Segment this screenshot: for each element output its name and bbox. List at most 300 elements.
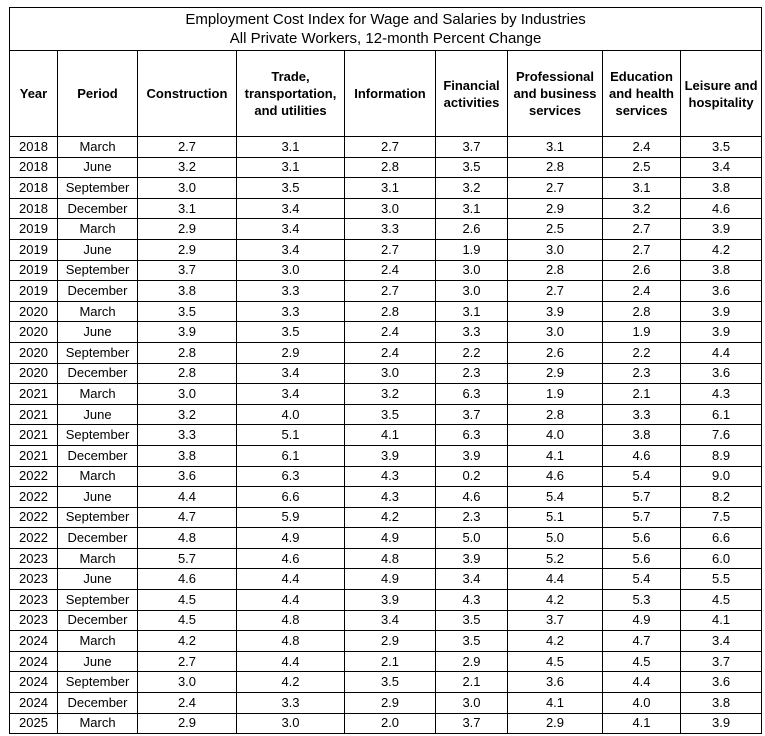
value-cell: 2.5	[603, 157, 681, 178]
period-cell: March	[58, 137, 138, 158]
value-cell: 4.3	[345, 487, 436, 508]
value-cell: 3.6	[681, 363, 762, 384]
period-cell: June	[58, 651, 138, 672]
value-cell: 3.7	[436, 137, 508, 158]
value-cell: 2.7	[508, 281, 603, 302]
table-row	[10, 528, 762, 549]
value-cell: 5.7	[603, 487, 681, 508]
table-row	[10, 137, 762, 158]
column-header: Professional and business services	[508, 51, 603, 137]
year-cell: 2023	[10, 548, 58, 569]
value-cell: 4.7	[138, 507, 237, 528]
year-cell: 2019	[10, 260, 58, 281]
table-row	[10, 445, 762, 466]
value-cell: 2.4	[345, 322, 436, 343]
value-cell: 4.2	[345, 507, 436, 528]
value-cell: 2.0	[345, 713, 436, 734]
column-header: Information	[345, 51, 436, 137]
value-cell: 3.3	[237, 281, 345, 302]
value-cell: 8.2	[681, 487, 762, 508]
period-cell: September	[58, 178, 138, 199]
table-title	[10, 8, 762, 51]
value-cell: 5.1	[237, 425, 345, 446]
period-cell: December	[58, 528, 138, 549]
value-cell: 3.5	[436, 157, 508, 178]
year-cell: 2020	[10, 342, 58, 363]
value-cell: 4.6	[436, 487, 508, 508]
table-row	[10, 342, 762, 363]
table-row	[10, 651, 762, 672]
year-cell: 2020	[10, 301, 58, 322]
period-cell: September	[58, 342, 138, 363]
value-cell: 5.6	[603, 528, 681, 549]
value-cell: 2.6	[508, 342, 603, 363]
value-cell: 3.2	[138, 404, 237, 425]
value-cell: 3.8	[138, 445, 237, 466]
period-cell: March	[58, 219, 138, 240]
value-cell: 3.0	[436, 260, 508, 281]
value-cell: 3.3	[237, 693, 345, 714]
value-cell: 2.8	[345, 301, 436, 322]
value-cell: 4.6	[508, 466, 603, 487]
value-cell: 4.6	[603, 445, 681, 466]
value-cell: 3.2	[138, 157, 237, 178]
value-cell: 4.2	[237, 672, 345, 693]
year-cell: 2023	[10, 569, 58, 590]
year-cell: 2018	[10, 137, 58, 158]
year-cell: 2022	[10, 487, 58, 508]
value-cell: 5.0	[436, 528, 508, 549]
column-header: Construction	[138, 51, 237, 137]
value-cell: 2.3	[436, 507, 508, 528]
table-row	[10, 239, 762, 260]
value-cell: 5.4	[508, 487, 603, 508]
value-cell: 5.7	[138, 548, 237, 569]
value-cell: 2.9	[138, 713, 237, 734]
value-cell: 2.8	[138, 342, 237, 363]
value-cell: 4.3	[345, 466, 436, 487]
value-cell: 3.7	[681, 651, 762, 672]
year-cell: 2023	[10, 610, 58, 631]
value-cell: 0.2	[436, 466, 508, 487]
eci-table	[9, 7, 762, 734]
value-cell: 3.0	[138, 672, 237, 693]
value-cell: 2.1	[603, 384, 681, 405]
value-cell: 6.1	[681, 404, 762, 425]
value-cell: 3.6	[508, 672, 603, 693]
value-cell: 6.6	[681, 528, 762, 549]
year-cell: 2022	[10, 466, 58, 487]
value-cell: 6.3	[436, 425, 508, 446]
value-cell: 3.2	[436, 178, 508, 199]
value-cell: 3.0	[508, 239, 603, 260]
period-cell: March	[58, 713, 138, 734]
value-cell: 4.6	[681, 198, 762, 219]
table-row	[10, 178, 762, 199]
year-cell: 2023	[10, 590, 58, 611]
value-cell: 3.1	[508, 137, 603, 158]
table-container	[9, 7, 762, 734]
year-cell: 2019	[10, 239, 58, 260]
period-cell: June	[58, 404, 138, 425]
value-cell: 2.6	[603, 260, 681, 281]
table-row	[10, 198, 762, 219]
table-row	[10, 610, 762, 631]
value-cell: 3.4	[237, 363, 345, 384]
value-cell: 3.7	[436, 404, 508, 425]
value-cell: 4.8	[345, 548, 436, 569]
value-cell: 2.2	[603, 342, 681, 363]
value-cell: 3.5	[138, 301, 237, 322]
value-cell: 1.9	[603, 322, 681, 343]
value-cell: 3.6	[681, 281, 762, 302]
value-cell: 5.0	[508, 528, 603, 549]
value-cell: 3.9	[345, 590, 436, 611]
period-cell: March	[58, 301, 138, 322]
value-cell: 2.4	[603, 137, 681, 158]
value-cell: 4.5	[603, 651, 681, 672]
value-cell: 3.9	[681, 301, 762, 322]
period-cell: September	[58, 260, 138, 281]
value-cell: 4.7	[603, 631, 681, 652]
value-cell: 3.3	[237, 301, 345, 322]
value-cell: 4.2	[508, 631, 603, 652]
value-cell: 3.2	[345, 384, 436, 405]
value-cell: 2.6	[436, 219, 508, 240]
value-cell: 4.8	[237, 610, 345, 631]
value-cell: 2.8	[138, 363, 237, 384]
value-cell: 5.1	[508, 507, 603, 528]
value-cell: 2.7	[345, 137, 436, 158]
value-cell: 6.3	[436, 384, 508, 405]
value-cell: 1.9	[436, 239, 508, 260]
value-cell: 3.5	[436, 631, 508, 652]
value-cell: 2.9	[345, 631, 436, 652]
title-line-2: All Private Workers, 12-month Percent Change	[229, 30, 542, 47]
period-cell: September	[58, 425, 138, 446]
value-cell: 4.0	[508, 425, 603, 446]
value-cell: 2.9	[508, 713, 603, 734]
table-row	[10, 548, 762, 569]
value-cell: 3.1	[237, 157, 345, 178]
value-cell: 4.5	[138, 610, 237, 631]
value-cell: 9.0	[681, 466, 762, 487]
value-cell: 3.4	[237, 198, 345, 219]
value-cell: 2.1	[345, 651, 436, 672]
period-cell: March	[58, 466, 138, 487]
year-cell: 2019	[10, 281, 58, 302]
value-cell: 2.2	[436, 342, 508, 363]
period-cell: December	[58, 281, 138, 302]
value-cell: 3.9	[345, 445, 436, 466]
year-cell: 2022	[10, 528, 58, 549]
column-header: Financial activities	[436, 51, 508, 137]
value-cell: 4.5	[681, 590, 762, 611]
value-cell: 3.8	[681, 178, 762, 199]
value-cell: 4.4	[237, 590, 345, 611]
value-cell: 3.4	[681, 631, 762, 652]
value-cell: 3.9	[681, 219, 762, 240]
period-cell: June	[58, 322, 138, 343]
table-row	[10, 507, 762, 528]
period-cell: September	[58, 672, 138, 693]
value-cell: 5.3	[603, 590, 681, 611]
value-cell: 4.9	[603, 610, 681, 631]
value-cell: 3.3	[345, 219, 436, 240]
period-cell: December	[58, 198, 138, 219]
value-cell: 4.4	[603, 672, 681, 693]
value-cell: 3.1	[436, 301, 508, 322]
value-cell: 6.3	[237, 466, 345, 487]
table-row	[10, 425, 762, 446]
table-row	[10, 363, 762, 384]
year-cell: 2021	[10, 445, 58, 466]
value-cell: 2.8	[508, 157, 603, 178]
value-cell: 4.2	[138, 631, 237, 652]
value-cell: 5.9	[237, 507, 345, 528]
value-cell: 3.5	[345, 672, 436, 693]
value-cell: 6.1	[237, 445, 345, 466]
value-cell: 3.9	[508, 301, 603, 322]
value-cell: 3.0	[436, 693, 508, 714]
value-cell: 2.9	[508, 363, 603, 384]
value-cell: 4.0	[237, 404, 345, 425]
value-cell: 4.4	[138, 487, 237, 508]
value-cell: 4.9	[345, 569, 436, 590]
period-cell: December	[58, 693, 138, 714]
value-cell: 3.4	[237, 239, 345, 260]
value-cell: 4.1	[508, 445, 603, 466]
value-cell: 3.4	[436, 569, 508, 590]
value-cell: 3.0	[237, 713, 345, 734]
value-cell: 3.3	[603, 404, 681, 425]
value-cell: 5.7	[603, 507, 681, 528]
value-cell: 2.7	[603, 219, 681, 240]
value-cell: 3.1	[138, 198, 237, 219]
year-cell: 2018	[10, 178, 58, 199]
value-cell: 3.0	[138, 178, 237, 199]
value-cell: 3.0	[508, 322, 603, 343]
year-cell: 2024	[10, 672, 58, 693]
column-header: Period	[58, 51, 138, 137]
value-cell: 2.4	[345, 260, 436, 281]
value-cell: 3.9	[436, 548, 508, 569]
table-row	[10, 219, 762, 240]
period-cell: March	[58, 548, 138, 569]
value-cell: 2.8	[603, 301, 681, 322]
value-cell: 2.7	[138, 137, 237, 158]
value-cell: 3.6	[138, 466, 237, 487]
value-cell: 2.8	[508, 404, 603, 425]
year-cell: 2019	[10, 219, 58, 240]
value-cell: 3.9	[681, 322, 762, 343]
period-cell: June	[58, 157, 138, 178]
value-cell: 3.1	[237, 137, 345, 158]
value-cell: 4.1	[681, 610, 762, 631]
period-cell: June	[58, 487, 138, 508]
value-cell: 2.1	[436, 672, 508, 693]
value-cell: 3.0	[436, 281, 508, 302]
value-cell: 5.6	[603, 548, 681, 569]
value-cell: 2.4	[138, 693, 237, 714]
value-cell: 3.5	[345, 404, 436, 425]
value-cell: 6.0	[681, 548, 762, 569]
value-cell: 2.7	[138, 651, 237, 672]
column-header: Trade, transportation, and utilities	[237, 51, 345, 137]
value-cell: 4.6	[237, 548, 345, 569]
value-cell: 3.8	[681, 693, 762, 714]
value-cell: 4.8	[237, 631, 345, 652]
value-cell: 2.9	[138, 239, 237, 260]
table-row	[10, 384, 762, 405]
period-cell: June	[58, 569, 138, 590]
value-cell: 3.2	[603, 198, 681, 219]
value-cell: 2.7	[508, 178, 603, 199]
year-cell: 2024	[10, 693, 58, 714]
value-cell: 3.3	[138, 425, 237, 446]
table-row	[10, 404, 762, 425]
value-cell: 3.5	[237, 322, 345, 343]
value-cell: 2.9	[345, 693, 436, 714]
value-cell: 2.8	[345, 157, 436, 178]
value-cell: 4.5	[508, 651, 603, 672]
value-cell: 4.9	[237, 528, 345, 549]
value-cell: 3.0	[237, 260, 345, 281]
value-cell: 3.4	[345, 610, 436, 631]
table-row	[10, 590, 762, 611]
value-cell: 8.9	[681, 445, 762, 466]
table-row	[10, 281, 762, 302]
value-cell: 5.4	[603, 466, 681, 487]
value-cell: 3.8	[603, 425, 681, 446]
table-row	[10, 569, 762, 590]
value-cell: 4.9	[345, 528, 436, 549]
value-cell: 3.4	[237, 384, 345, 405]
value-cell: 3.5	[436, 610, 508, 631]
table-row	[10, 672, 762, 693]
table-row	[10, 301, 762, 322]
value-cell: 4.3	[681, 384, 762, 405]
value-cell: 3.7	[508, 610, 603, 631]
value-cell: 4.1	[345, 425, 436, 446]
value-cell: 3.5	[681, 137, 762, 158]
year-cell: 2021	[10, 384, 58, 405]
value-cell: 2.4	[603, 281, 681, 302]
table-row	[10, 322, 762, 343]
period-cell: September	[58, 507, 138, 528]
year-cell: 2025	[10, 713, 58, 734]
value-cell: 3.0	[345, 363, 436, 384]
year-cell: 2018	[10, 198, 58, 219]
table-row	[10, 157, 762, 178]
year-cell: 2021	[10, 425, 58, 446]
period-cell: December	[58, 445, 138, 466]
value-cell: 4.3	[436, 590, 508, 611]
table-row	[10, 487, 762, 508]
table-row	[10, 466, 762, 487]
value-cell: 3.9	[138, 322, 237, 343]
value-cell: 2.3	[603, 363, 681, 384]
period-cell: December	[58, 610, 138, 631]
period-cell: March	[58, 631, 138, 652]
value-cell: 2.7	[603, 239, 681, 260]
period-cell: December	[58, 363, 138, 384]
value-cell: 2.5	[508, 219, 603, 240]
value-cell: 3.5	[237, 178, 345, 199]
value-cell: 3.9	[436, 445, 508, 466]
value-cell: 4.5	[138, 590, 237, 611]
value-cell: 3.7	[436, 713, 508, 734]
value-cell: 3.0	[138, 384, 237, 405]
value-cell: 1.9	[508, 384, 603, 405]
value-cell: 5.2	[508, 548, 603, 569]
value-cell: 3.7	[138, 260, 237, 281]
period-cell: September	[58, 590, 138, 611]
year-cell: 2018	[10, 157, 58, 178]
value-cell: 2.9	[508, 198, 603, 219]
header-row	[10, 51, 762, 137]
value-cell: 2.4	[345, 342, 436, 363]
column-header: Leisure and hospitality	[681, 51, 762, 137]
value-cell: 3.4	[237, 219, 345, 240]
value-cell: 2.9	[138, 219, 237, 240]
value-cell: 2.9	[237, 342, 345, 363]
year-cell: 2024	[10, 651, 58, 672]
table-row	[10, 713, 762, 734]
value-cell: 3.0	[345, 198, 436, 219]
value-cell: 4.1	[603, 713, 681, 734]
value-cell: 2.7	[345, 239, 436, 260]
column-header: Year	[10, 51, 58, 137]
value-cell: 3.8	[138, 281, 237, 302]
value-cell: 4.6	[138, 569, 237, 590]
value-cell: 4.4	[237, 651, 345, 672]
period-cell: March	[58, 384, 138, 405]
value-cell: 4.2	[508, 590, 603, 611]
table-row	[10, 693, 762, 714]
value-cell: 2.7	[345, 281, 436, 302]
value-cell: 5.5	[681, 569, 762, 590]
value-cell: 3.8	[681, 260, 762, 281]
value-cell: 2.8	[508, 260, 603, 281]
value-cell: 5.4	[603, 569, 681, 590]
value-cell: 4.0	[603, 693, 681, 714]
value-cell: 4.1	[508, 693, 603, 714]
value-cell: 3.6	[681, 672, 762, 693]
table-row	[10, 631, 762, 652]
value-cell: 4.8	[138, 528, 237, 549]
value-cell: 4.4	[508, 569, 603, 590]
year-cell: 2024	[10, 631, 58, 652]
value-cell: 3.3	[436, 322, 508, 343]
year-cell: 2020	[10, 322, 58, 343]
table-row	[10, 260, 762, 281]
period-cell: June	[58, 239, 138, 260]
value-cell: 3.1	[436, 198, 508, 219]
title-line-1: Employment Cost Index for Wage and Salaries by Industries	[185, 11, 586, 28]
column-header: Education and health services	[603, 51, 681, 137]
year-cell: 2022	[10, 507, 58, 528]
value-cell: 7.5	[681, 507, 762, 528]
year-cell: 2021	[10, 404, 58, 425]
table-body	[10, 137, 762, 734]
value-cell: 3.1	[603, 178, 681, 199]
year-cell: 2020	[10, 363, 58, 384]
value-cell: 2.9	[436, 651, 508, 672]
value-cell: 3.9	[681, 713, 762, 734]
value-cell: 6.6	[237, 487, 345, 508]
value-cell: 4.4	[681, 342, 762, 363]
